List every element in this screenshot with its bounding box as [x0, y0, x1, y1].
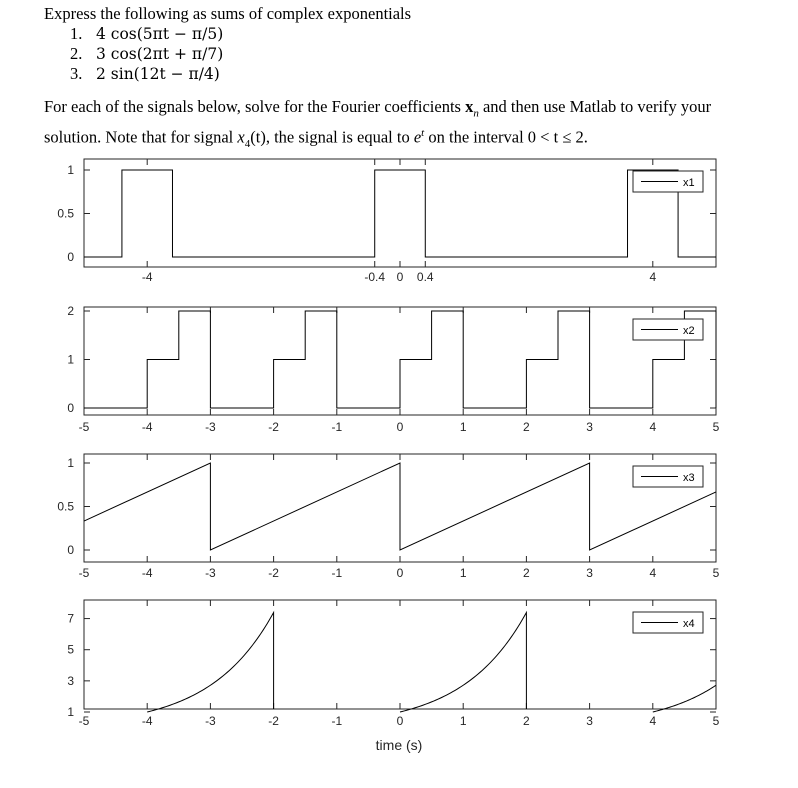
- x-tick-label: -2: [268, 420, 279, 434]
- legend-label: x4: [683, 618, 695, 630]
- x-tick-label: -2: [268, 566, 279, 580]
- y-tick-label: 7: [67, 611, 74, 626]
- x-tick-label: 2: [523, 566, 530, 580]
- list-item: 1. 4 cos(5πt − π/5): [70, 24, 224, 43]
- x-tick-label: 3: [586, 420, 593, 434]
- task-paragraph: For each of the signals below, solve for the Fourier coefficients $x_n$ and then use Matlab to verify your solution. Note that for signal $x_4(t)$, the signal is equal to $e^t$ on the interval 0 < t ≤ 2.: [44, 97, 712, 151]
- x-tick-label: 5: [712, 714, 720, 728]
- y-tick-label: 3: [67, 673, 74, 688]
- y-tick-label: 0: [67, 250, 74, 264]
- x-tick-label: 4: [649, 270, 657, 284]
- x-tick-label: -5: [78, 714, 90, 728]
- x-tick-label: -0.4: [364, 270, 386, 284]
- x-tick-label: -4: [141, 420, 153, 434]
- y-tick-label: 2: [67, 304, 74, 318]
- x-tick-label: 2: [523, 420, 530, 434]
- y-tick-label: 1: [67, 456, 74, 470]
- y-tick-label: 1: [67, 163, 74, 177]
- x-tick-label: -3: [205, 714, 216, 728]
- legend-label: x3: [683, 472, 695, 484]
- x-tick-label: -5: [78, 566, 90, 580]
- x-tick-label: -4: [141, 270, 153, 284]
- x-tick-label: -2: [268, 714, 279, 728]
- y-tick-label: 0: [67, 543, 74, 557]
- y-tick-label: 0.5: [57, 499, 74, 514]
- x-tick-label: 0: [396, 566, 404, 580]
- y-tick-label: 0: [67, 401, 74, 415]
- x-tick-label: -5: [78, 420, 90, 434]
- x-tick-label: 1: [459, 566, 467, 580]
- x-tick-label: -4: [141, 714, 153, 728]
- x-tick-label: -1: [331, 420, 343, 434]
- x-tick-label: 1: [459, 714, 467, 728]
- list-item: 2. 3 cos(2πt + π/7): [70, 44, 224, 63]
- x-tick-label: 0.4: [416, 270, 434, 284]
- plot-1-axes-box: [84, 159, 716, 267]
- list-item: 3. 2 sin(12t − π/4): [70, 64, 220, 83]
- x-tick-label: -3: [205, 420, 216, 434]
- x-tick-label: 3: [586, 714, 593, 728]
- y-tick-label: 5: [67, 642, 74, 657]
- x-tick-label: 5: [712, 566, 720, 580]
- x-tick-label: 5: [712, 420, 720, 434]
- intro-heading: Express the following as sums of complex exponentials: [44, 4, 412, 23]
- x-tick-label: 3: [586, 566, 593, 580]
- figure-xlabel: time (s): [375, 737, 423, 753]
- x-tick-label: -1: [331, 714, 343, 728]
- legend-label: x1: [683, 177, 695, 189]
- x-tick-label: 0: [396, 420, 404, 434]
- x-tick-label: -3: [205, 566, 216, 580]
- x-tick-label: -1: [331, 566, 343, 580]
- x-tick-label: 4: [649, 420, 657, 434]
- legend-label: x2: [683, 325, 695, 337]
- x-tick-label: 0: [396, 714, 404, 728]
- x-tick-label: 1: [459, 420, 467, 434]
- y-tick-label: 0.5: [57, 206, 74, 221]
- x-tick-label: 0: [396, 270, 404, 284]
- x-tick-label: 2: [523, 714, 530, 728]
- x-tick-label: 4: [649, 714, 657, 728]
- y-tick-label: 1: [67, 352, 74, 367]
- x-tick-label: 4: [649, 566, 657, 580]
- y-tick-label: 1: [67, 705, 74, 719]
- x-tick-label: -4: [141, 566, 153, 580]
- plot-4-axes-box: [84, 600, 716, 709]
